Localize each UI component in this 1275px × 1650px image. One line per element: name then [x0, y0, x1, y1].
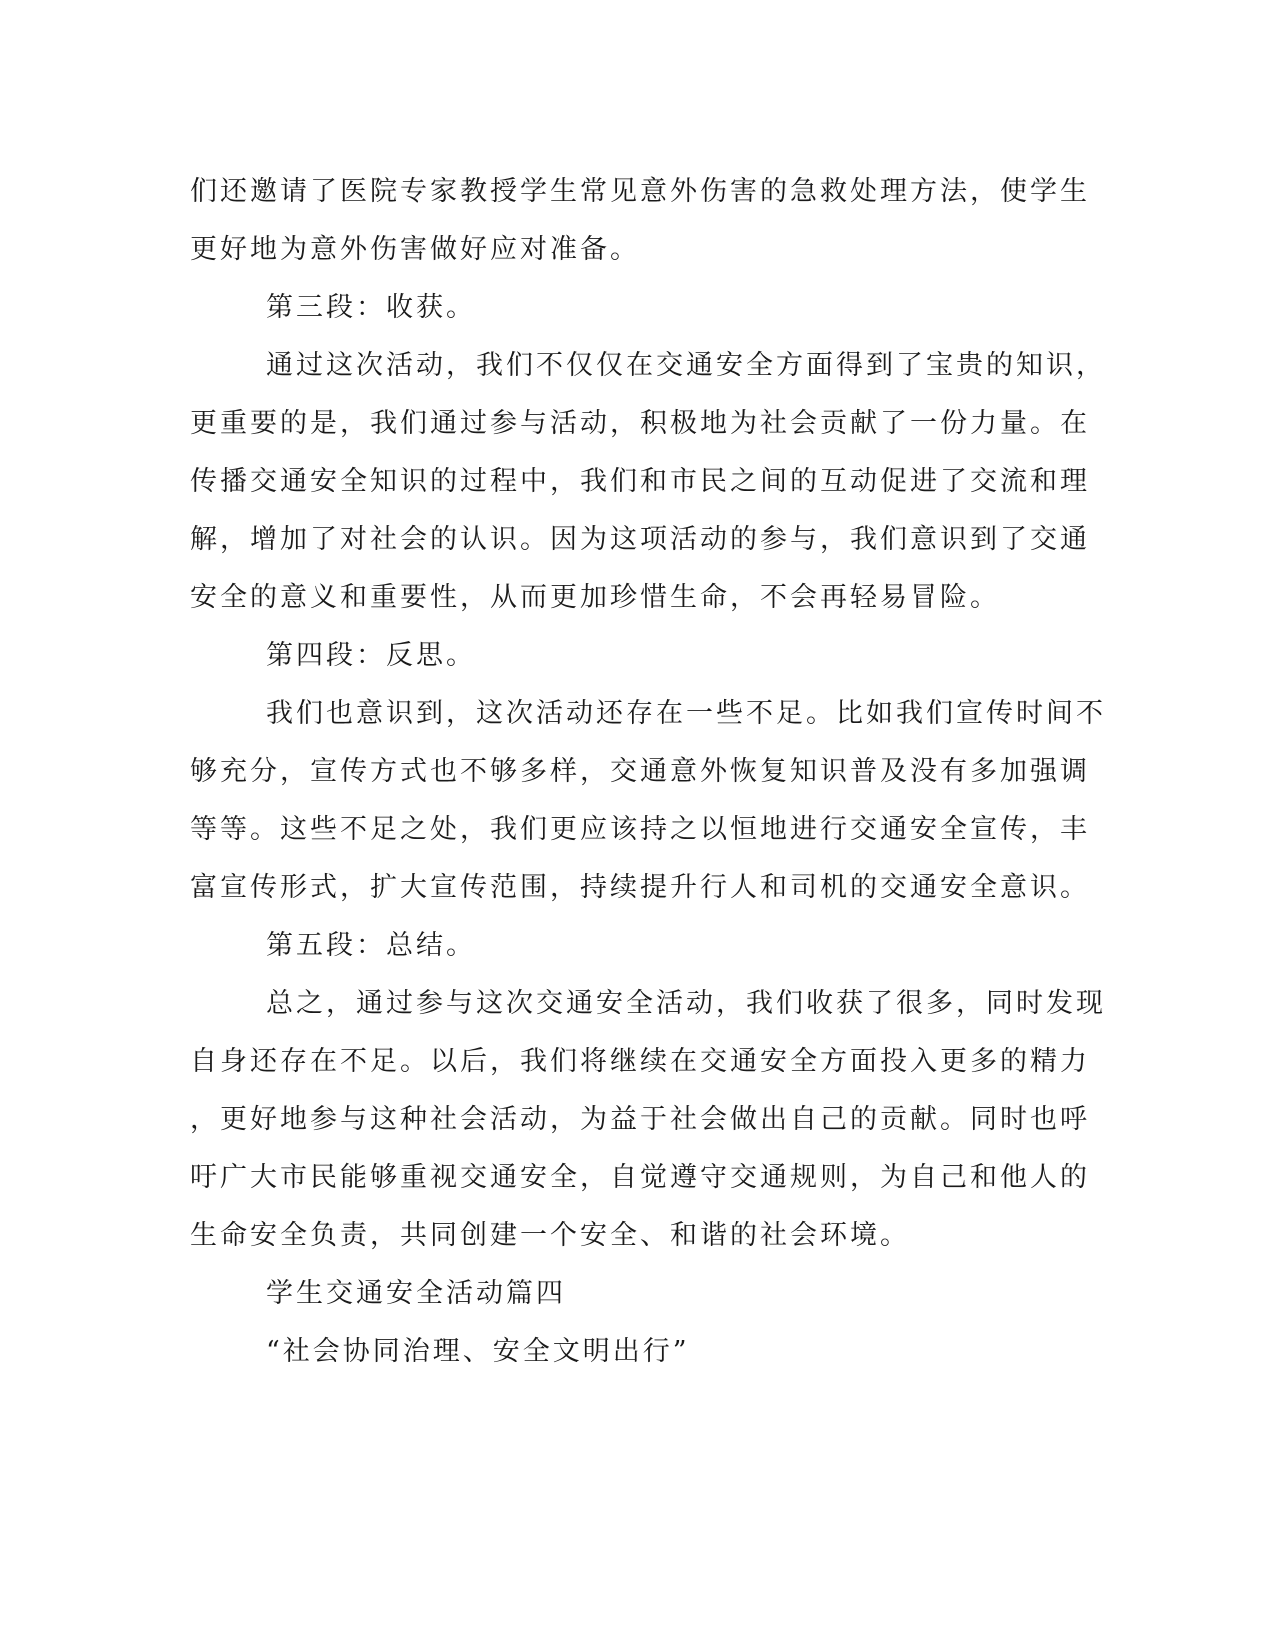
text-line: 传播交通安全知识的过程中，我们和市民之间的互动促进了交流和理 — [190, 466, 1090, 497]
text-line: 等等。这些不足之处，我们更应该持之以恒地进行交通安全宣传，丰 — [190, 814, 1090, 845]
text-line: 通过这次活动，我们不仅仅在交通安全方面得到了宝贵的知识， — [266, 350, 1106, 381]
text-line: 吁广大市民能够重视交通安全，自觉遵守交通规则，为自己和他人的 — [190, 1162, 1090, 1193]
text-line: 自身还存在不足。以后，我们将继续在交通安全方面投入更多的精力 — [190, 1046, 1090, 1077]
text-line: 们还邀请了医院专家教授学生常见意外伤害的急救处理方法，使学生 — [190, 176, 1090, 207]
text-line: 安全的意义和重要性，从而更加珍惜生命，不会再轻易冒险。 — [190, 582, 1000, 613]
text-line: 我们也意识到，这次活动还存在一些不足。比如我们宣传时间不 — [266, 698, 1106, 729]
text-line: 解，增加了对社会的认识。因为这项活动的参与，我们意识到了交通 — [190, 524, 1090, 555]
section-heading: 第四段：反思。 — [266, 640, 476, 671]
article-title: 学生交通安全活动篇四 — [266, 1278, 566, 1309]
text-line: 总之，通过参与这次交通安全活动，我们收获了很多，同时发现 — [266, 988, 1106, 1019]
section-heading: 第三段：收获。 — [266, 292, 476, 323]
section-heading: 第五段：总结。 — [266, 930, 476, 961]
article-subtitle: “社会协同治理、安全文明出行” — [266, 1336, 690, 1367]
text-line: 更重要的是，我们通过参与活动，积极地为社会贡献了一份力量。在 — [190, 408, 1090, 439]
text-line: 更好地为意外伤害做好应对准备。 — [190, 234, 640, 265]
text-line: ，更好地参与这种社会活动，为益于社会做出自己的贡献。同时也呼 — [190, 1104, 1090, 1135]
text-line: 够充分，宣传方式也不够多样，交通意外恢复知识普及没有多加强调 — [190, 756, 1090, 787]
text-line: 富宣传形式，扩大宣传范围，持续提升行人和司机的交通安全意识。 — [190, 872, 1090, 903]
text-line: 生命安全负责，共同创建一个安全、和谐的社会环境。 — [190, 1220, 910, 1251]
